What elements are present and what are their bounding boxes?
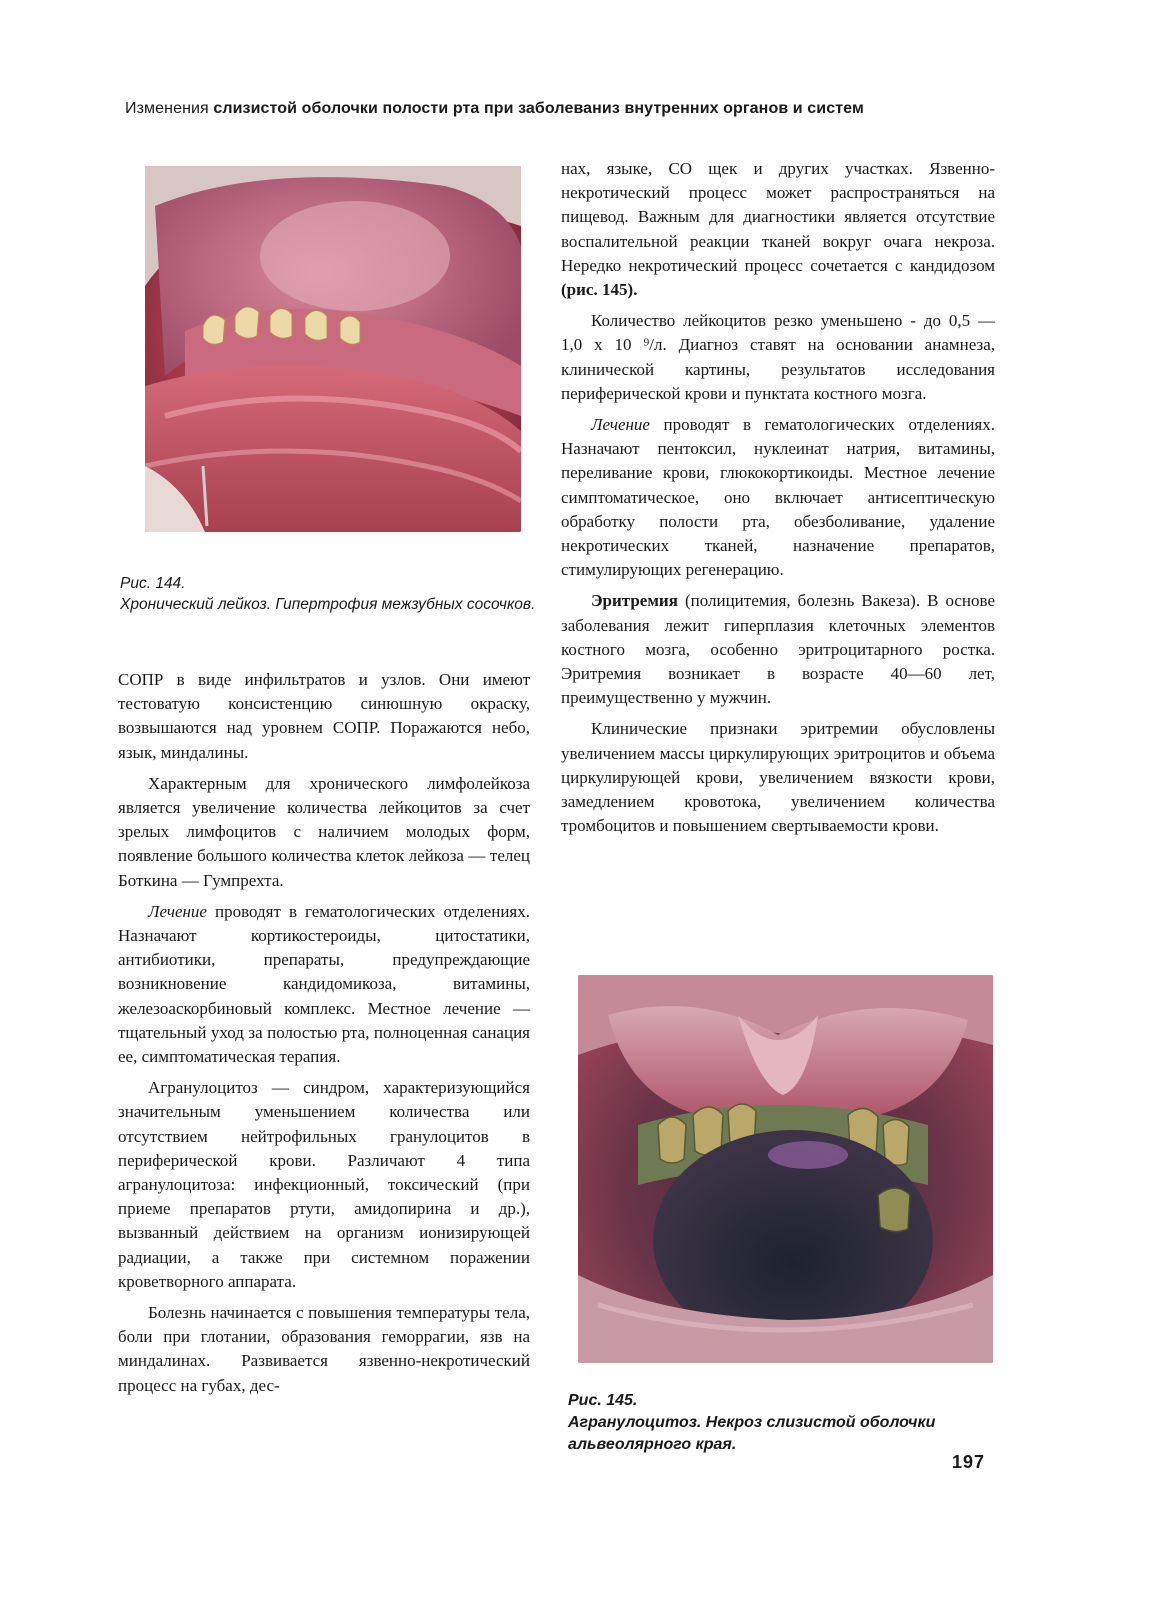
left-paragraph-1: СОПР в виде инфильтратов и узлов. Они имеют тестоватую консистенцию синюшную окраску, возвышаются над уровнем СОПР. Поражаются небо, язык, миндалины. bbox=[118, 670, 530, 762]
figure-144-number: Рис. 144. bbox=[120, 575, 186, 592]
left-paragraph-3-lead: Лечение bbox=[148, 901, 207, 921]
page-number: 197 bbox=[952, 1452, 986, 1472]
figure-145-photo bbox=[578, 975, 993, 1363]
figure-144-photo bbox=[145, 166, 521, 532]
left-paragraph-5: Болезнь начинается с повышения температуры тела, боли при глотании, образования геморрагии, язв на миндалинах. Развивается язвенно-некротический процесс на губах, дес- bbox=[118, 1303, 530, 1395]
right-paragraph-5: Клинические признаки эритремии обусловлены увеличением массы циркулирующих эритроцитов и объема циркулирующей крови, увеличением вязкости крови, замедлением кровотока, увеличением количества тромбоцитов и повышением свертываемости крови. bbox=[561, 719, 995, 836]
figure-144-image bbox=[145, 166, 521, 532]
figure-144-caption-text: Хронический лейкоз. Гипертрофия межзубных сосочков. bbox=[120, 596, 536, 613]
right-paragraph-4-text: (полицитемия, болезнь Вакеза). В основе заболевания лежит гиперплазия клеточных элементов костного мозга, особенно эритроцитарного ростка. Эритремия возникает в возрасте 40—60 лет, преимущественно у мужчин. bbox=[561, 591, 996, 708]
header-prefix: Изменения bbox=[125, 100, 209, 117]
running-header bbox=[125, 100, 1025, 118]
right-paragraph-3 bbox=[561, 413, 995, 582]
figure-145-image bbox=[578, 975, 993, 1363]
figure-144-caption bbox=[120, 573, 540, 615]
figure-145-caption-text: Агранулоцитоз. Некроз слизистой оболочки альвеолярного края. bbox=[568, 1414, 936, 1453]
figure-145-caption bbox=[568, 1390, 1008, 1456]
left-paragraph-4: Агранулоцитоз — синдром, характеризующийся значительным уменьшением количества или отсутствием нейтрофильных гранулоцитов в периферической крови. Различают 4 типа агранулоцитоза: инфекционный, токсический (при приеме препаратов ртути, амидопирина и др.), вызванный действием на организм ионизирующей радиации, а также при системном поражении кроветворного аппарата. bbox=[118, 1078, 530, 1291]
figure-145-reference: (рис. 145). bbox=[561, 280, 638, 300]
right-paragraph-3-text: проводят в гематологических отделениях. Назначают пентоксил, нуклеинат натрия, витамины, переливание крови, глюкокортикоиды. Местное лечение симптоматическое, оно включает антисептическую обработку полости рта, обезболивание, удаление некротических тканей, назначение препаратов, стимулирующих регенерацию. bbox=[561, 415, 995, 580]
left-paragraph-2: Характерным для хронического лимфолейкоза является увеличение количества лейкоцитов за счет зрелых лимфоцитов с наличием молодых форм, появление большого количества клеток лейкоза — телец Боткина — Гумпрехта. bbox=[118, 773, 530, 890]
right-paragraph-3-lead: Лечение bbox=[591, 415, 650, 435]
right-text-column bbox=[561, 157, 995, 845]
left-text-column bbox=[118, 668, 530, 1405]
figure-145-number: Рис. 145. bbox=[568, 1392, 638, 1409]
right-paragraph-4-lead: Эритремия bbox=[591, 591, 678, 611]
left-paragraph-3 bbox=[118, 900, 530, 1069]
left-paragraph-3-text: проводят в гематологических отделениях. Назначают кортикостероиды, цитостатики, антибиотики, препараты, предупреждающие возникновение кандидомикоза, витамины, железоаскорбиновый комплекс. Местное лечение — тщательный уход за полостью рта, полноценная санация ее, симптоматическая терапия. bbox=[118, 901, 530, 1067]
right-paragraph-1 bbox=[561, 157, 995, 302]
header-title: слизистой оболочки полости рта при заболеваниз внутренних органов и систем bbox=[213, 100, 864, 117]
right-paragraph-1-text: нах, языке, СО щек и других участках. Язвенно-некротический процесс может распространяться на пищевод. Важным для диагностики является отсутствие воспалительной реакции тканей вокруг очага некроза. Нередко некротический процесс сочетается с кандидозом bbox=[561, 159, 995, 275]
right-paragraph-4 bbox=[561, 589, 995, 710]
right-paragraph-2: Количество лейкоцитов резко уменьшено - до 0,5 — 1,0 х 10 ⁹/л. Диагноз ставят на основании анамнеза, клинической картины, результатов исследования периферической крови и пунктата костного мозга. bbox=[561, 311, 995, 403]
